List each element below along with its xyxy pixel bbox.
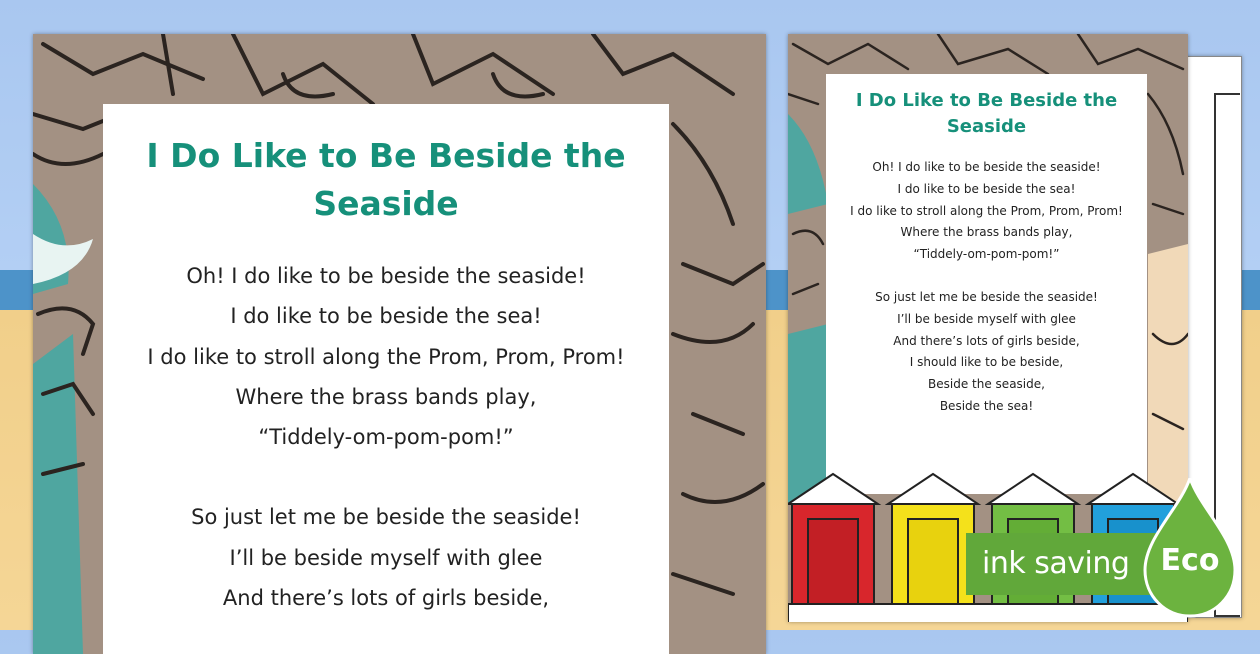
- verse-line: “Tiddely-om-pom-pom!”: [258, 425, 514, 450]
- verse-1: [103, 256, 669, 457]
- main-poster-sheet: [33, 34, 766, 654]
- verse-2: [103, 497, 669, 618]
- poem-title: I Do Like to Be Beside the Seaside: [146, 136, 626, 223]
- verse-line: I’ll be beside myself with glee: [897, 311, 1076, 326]
- verse-line: Where the brass bands play,: [235, 384, 537, 409]
- verse-line: And there’s lots of girls beside,: [222, 586, 550, 611]
- verse-line: So just let me be beside the seaside!: [875, 289, 1098, 304]
- poem-title: I Do Like to Be Beside the Seaside: [855, 90, 1118, 137]
- beach-hut-red: [788, 474, 878, 604]
- beach-hut-yellow: [888, 474, 978, 604]
- verse-1: [826, 157, 1147, 266]
- verse-line: And there’s lots of girls beside,: [893, 333, 1080, 348]
- verse-2: [826, 287, 1147, 418]
- verse-line: Oh! I do like to be beside the seaside!: [872, 160, 1101, 174]
- verse-line: Oh! I do like to be beside the seaside!: [186, 264, 586, 288]
- verse-line: I do like to be beside the sea!: [897, 181, 1076, 196]
- eco-label: Eco: [1160, 543, 1220, 578]
- verse-line: I do like to be beside the sea!: [230, 304, 542, 329]
- verse-line: I should like to be beside,: [909, 355, 1064, 370]
- verse-line: “Tiddely-om-pom-pom!”: [913, 247, 1060, 262]
- verse-line: Where the brass bands play,: [900, 225, 1073, 240]
- verse-line: Beside the sea!: [939, 398, 1034, 413]
- poem-panel: [103, 104, 669, 654]
- verse-line: I’ll be beside myself with glee: [229, 545, 543, 570]
- verse-line: Beside the seaside,: [928, 377, 1045, 392]
- verse-line: I do like to stroll along the Prom, Prom, Prom!: [147, 344, 625, 369]
- ink-saving-banner: ink saving: [966, 533, 1211, 595]
- verse-line: So just let me be beside the seaside!: [191, 505, 581, 530]
- poem-panel: [826, 74, 1147, 494]
- verse-line: I do like to stroll along the Prom, Prom, Prom!: [850, 203, 1123, 218]
